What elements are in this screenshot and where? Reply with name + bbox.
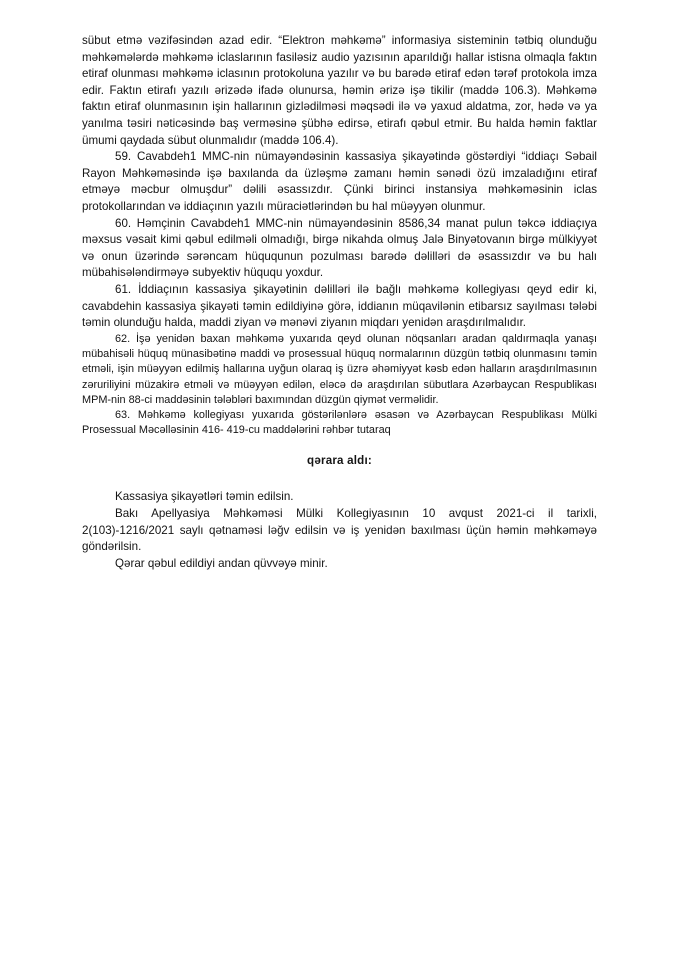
document-page [82,33,597,572]
decision-item-3: Qərar qəbul edildiyi andan qüvvəyə minir. [115,556,328,570]
decision-item-2: Bakı Apellyasiya Məhkəməsi Mülki Kollegiyasının 10 avqust 2021-ci il tarixli, 2(103)-1216/2021 saylı qətnaməsi ləğv edilsin və iş yenidən baxılması üçün həmin məhkəməyə göndərilsin. [82,506,597,554]
paragraph-60: 60. Həmçinin Cavabdeh1 MMC-nin nümayəndəsinin 8586,34 manat pulun təkcə iddiaçıya məxsus vəsait kimi qəbul edilməli olmadığı, birgə nikahda olmuş Jalə Binyətovanın birgə mülkiyyət və onun üzərində sərəncam hüququnun pozulması barədə dəlilləri də əsassızdır və bu halı mübahisələndirməyə subyektiv hüququ yoxdur. [82,216,597,280]
paragraph-continuation: sübut etmə vəzifəsindən azad edir. “Elektron məhkəmə” informasiya sisteminin tətbiq olunduğu məhkəmələrdə məhkəmə iclaslarının fasiləsiz audio yazısının aparıldığı hallar istisna olmaqla faktın etiraf olunması məhkəmə iclasının protokoluna yazılır və bu barədə etiraf edən tərəf protokola imza edir. Faktın etirafı yazılı ərizədə ifadə olunursa, həmin ərizə işə tikilir (maddə 106.3). Məhkəmə faktın etiraf olunmasının işin hallarının gizlədilməsi məqsədi ilə və yaxud aldatma, zor, hədə və ya yanılma təsiri nəticəsində baş verməsinə şübhə edirsə, etirafı qəbul etmir. Bu halda həmin faktlar ümumi qaydada sübut olunmalıdır (maddə 106.4). [82,34,597,147]
paragraph-61: 61. İddiaçının kassasiya şikayətinin dəlilləri ilə bağlı məhkəmə kollegiyası qeyd edir ki, cavabdehin kassasiya şikayəti təmin edildiyinə görə, iddianın müqavilənin etibarsız sayılması tələbi təmin olunduğu halda, maddi ziyan və mənəvi ziyanın miqdarı yenidən araşdırılmalıdır. [82,282,597,330]
decision-heading: qərara aldı: [307,453,372,467]
paragraph-62: 62. İşə yenidən baxan məhkəmə yuxarıda qeyd olunan nöqsanları aradan qaldırmaqla yanaşı mübahisəli hüquq münasibətinə maddi və prosessual hüquq normalarının düzgün tətbiq olunmasını təmin etməli, işin müəyyən edilmiş hallarına uyğun olaraq iş üzrə əhəmiyyət kəsb edən halların araşdırılmasının zəruriliyini müzakirə etməli və müəyyən edilən, eləcə də araşdırılan sübutlara Azərbaycan Respublikası MPM-nin 88-ci maddəsinin tələbləri baxımından düzgün qiymət verməlidir. [82,332,597,406]
paragraph-59: 59. Cavabdeh1 MMC-nin nümayəndəsinin kassasiya şikayətində göstərdiyi “iddiaçı Səbail Rayon Məhkəməsində işə baxılanda da üzləşmə zamanı həmin sənədi özü imzaladığını etiraf etməyə məcbur olmuşdur” dəlili əsassızdır. Çünki birinci instansiya məhkəməsinin iclas protokollarından və iddiaçının yazılı müraciətlərindən bu hal müəyyən olunmur. [82,150,597,213]
paragraph-63: 63. Məhkəmə kollegiyası yuxarıda göstərilənlərə əsasən və Azərbaycan Respublikası Mülki Prosessual Məcəlləsinin 416- 419-cu maddələrini rəhbər tutaraq [82,409,597,437]
decision-item-1: Kassasiya şikayətləri təmin edilsin. [115,490,294,504]
